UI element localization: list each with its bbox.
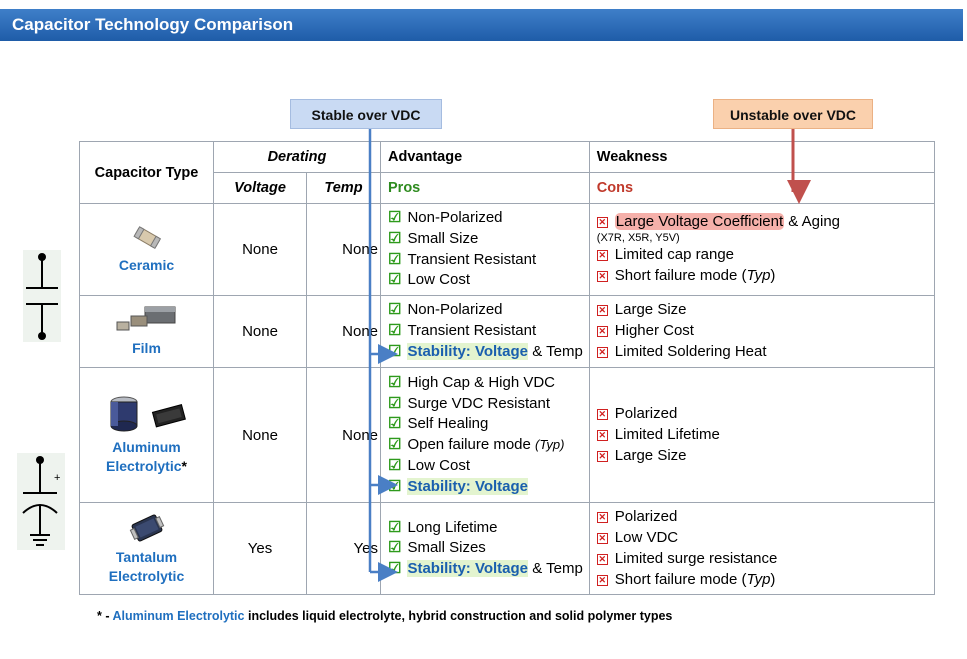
header-voltage: Voltage xyxy=(214,173,307,204)
pro-item: ☑ Transient Resistant xyxy=(388,250,537,268)
pro-item: ☑ Low Cost xyxy=(388,271,470,289)
table-row xyxy=(80,296,935,368)
con-item: ✕ Large Size xyxy=(598,301,687,319)
pro-item: ☑ Open failure mode (Typ) xyxy=(388,436,565,454)
type-cell-ceramic xyxy=(80,204,214,296)
temp-cell: None xyxy=(307,204,381,296)
cross-icon: ✕ xyxy=(598,574,607,585)
pro-item: ☑ Transient Resistant xyxy=(388,322,537,340)
check-icon: ☑ xyxy=(388,209,402,226)
type-name-tantalum: Tantalum Electrolytic xyxy=(108,548,185,584)
pro-item: ☑ Surge VDC Resistant xyxy=(388,394,551,412)
voltage-cell: Yes xyxy=(214,503,307,595)
header-cons: Cons xyxy=(589,173,934,204)
polarized-capacitor-symbol-icon xyxy=(17,453,65,550)
unstable-callout: Unstable over VDC xyxy=(713,99,873,129)
temp-cell: None xyxy=(307,368,381,503)
temp-cell: None xyxy=(307,296,381,368)
type-name-film: Film xyxy=(132,340,161,357)
voltage-cell: None xyxy=(214,368,307,503)
type-cell-aluminum xyxy=(80,368,214,503)
pro-item: ☑ Non-Polarized xyxy=(388,301,503,319)
con-item: ✕ Short failure mode (Typ) xyxy=(598,570,776,588)
cross-icon: ✕ xyxy=(598,347,607,358)
cross-icon: ✕ xyxy=(598,450,607,461)
capacitor-symbol-icon xyxy=(23,250,61,342)
header-advantage: Advantage xyxy=(381,142,590,173)
pro-item: ☑ Long Lifetime xyxy=(388,518,498,536)
pro-item: ☑ Small Sizes xyxy=(388,539,486,557)
check-icon: ☑ xyxy=(388,322,402,340)
type-name-aluminum: Aluminum Electrolytic* xyxy=(106,439,187,475)
type-cell-tantalum xyxy=(80,503,214,595)
header-temp: Temp xyxy=(307,173,381,204)
check-icon: ☑ xyxy=(388,477,402,495)
con-item: ✕ Higher Cost xyxy=(598,322,694,340)
cross-icon: ✕ xyxy=(598,429,607,440)
check-icon: ☑ xyxy=(388,343,402,361)
check-icon: ☑ xyxy=(388,394,402,412)
header-pros: Pros xyxy=(381,173,590,204)
con-item: ✕ Limited cap range xyxy=(598,245,735,263)
con-item: ✕ Polarized xyxy=(598,508,678,526)
cons-cell xyxy=(589,368,934,503)
cons-cell xyxy=(589,204,934,296)
pro-item: ☑ High Cap & High VDC xyxy=(388,373,556,391)
check-icon: ☑ xyxy=(388,456,402,474)
check-icon: ☑ xyxy=(388,301,402,319)
footnote: * - Aluminum Electrolytic includes liquid electrolyte, hybrid construction and solid polymer types xyxy=(97,609,673,623)
check-icon: ☑ xyxy=(388,250,402,268)
check-icon: ☑ xyxy=(388,229,402,247)
header-weakness: Weakness xyxy=(589,142,934,173)
dielectric-note: (X7R, X5R, Y5V) xyxy=(596,231,680,244)
pro-item: ☑ Stability: Voltage & Temp xyxy=(388,560,583,578)
cross-icon: ✕ xyxy=(598,249,607,260)
cons-cell xyxy=(589,503,934,595)
cross-icon: ✕ xyxy=(598,408,607,419)
cross-icon: ✕ xyxy=(598,216,607,227)
check-icon: ☑ xyxy=(388,415,402,433)
ceramic-chip-icon xyxy=(130,224,164,252)
film-capacitor-icon xyxy=(113,305,181,335)
table-row xyxy=(80,368,935,503)
check-icon: ☑ xyxy=(388,436,402,454)
pro-item: ☑ Non-Polarized xyxy=(388,209,503,226)
voltage-cell: None xyxy=(214,296,307,368)
table-row xyxy=(80,503,935,595)
con-item: ✕ Limited Lifetime xyxy=(598,425,720,443)
con-item: ✕ Low VDC xyxy=(598,528,679,546)
temp-cell: Yes xyxy=(307,503,381,595)
tantalum-chip-icon xyxy=(129,512,165,544)
table-row xyxy=(80,204,935,296)
pro-item: ☑ Small Size xyxy=(388,229,479,247)
header-derating: Derating xyxy=(214,142,381,173)
pros-cell xyxy=(381,368,590,503)
header-capacitor-type: Capacitor Type xyxy=(80,142,214,204)
cross-icon: ✕ xyxy=(598,553,607,564)
type-cell-film xyxy=(80,296,214,368)
con-item: ✕ Large Voltage Coefficient & Aging (X7R, X5R, Y5V) xyxy=(597,213,928,245)
cross-icon: ✕ xyxy=(598,532,607,543)
aluminum-electrolytic-icon xyxy=(102,394,192,434)
con-item: ✕ Limited surge resistance xyxy=(598,549,778,567)
check-icon: ☑ xyxy=(388,560,402,578)
pros-cell xyxy=(381,296,590,368)
cross-icon: ✕ xyxy=(598,512,607,523)
cross-icon: ✕ xyxy=(598,270,607,281)
voltage-cell: None xyxy=(214,204,307,296)
pros-cell xyxy=(381,204,590,296)
plus-sign: + xyxy=(54,472,61,484)
check-icon: ☑ xyxy=(388,271,402,289)
comparison-table xyxy=(79,141,935,595)
check-icon: ☑ xyxy=(388,539,402,557)
pro-item: ☑ Low Cost xyxy=(388,456,470,474)
pro-item: ☑ Stability: Voltage xyxy=(388,477,529,495)
type-name-ceramic: Ceramic xyxy=(118,257,175,274)
page-title: Capacitor Technology Comparison xyxy=(0,9,963,41)
stable-callout: Stable over VDC xyxy=(290,99,442,129)
con-item: ✕ Polarized xyxy=(598,404,678,422)
pro-item: ☑ Stability: Voltage & Temp xyxy=(388,343,583,361)
check-icon: ☑ xyxy=(388,518,402,536)
con-item: ✕ Short failure mode (Typ) xyxy=(598,266,776,284)
cons-cell xyxy=(589,296,934,368)
cross-icon: ✕ xyxy=(598,326,607,337)
cross-icon: ✕ xyxy=(598,305,607,316)
pro-item: ☑ Self Healing xyxy=(388,415,489,433)
con-item: ✕ Large Size xyxy=(598,446,687,464)
con-item: ✕ Limited Soldering Heat xyxy=(598,343,767,361)
check-icon: ☑ xyxy=(388,373,402,391)
pros-cell xyxy=(381,503,590,595)
